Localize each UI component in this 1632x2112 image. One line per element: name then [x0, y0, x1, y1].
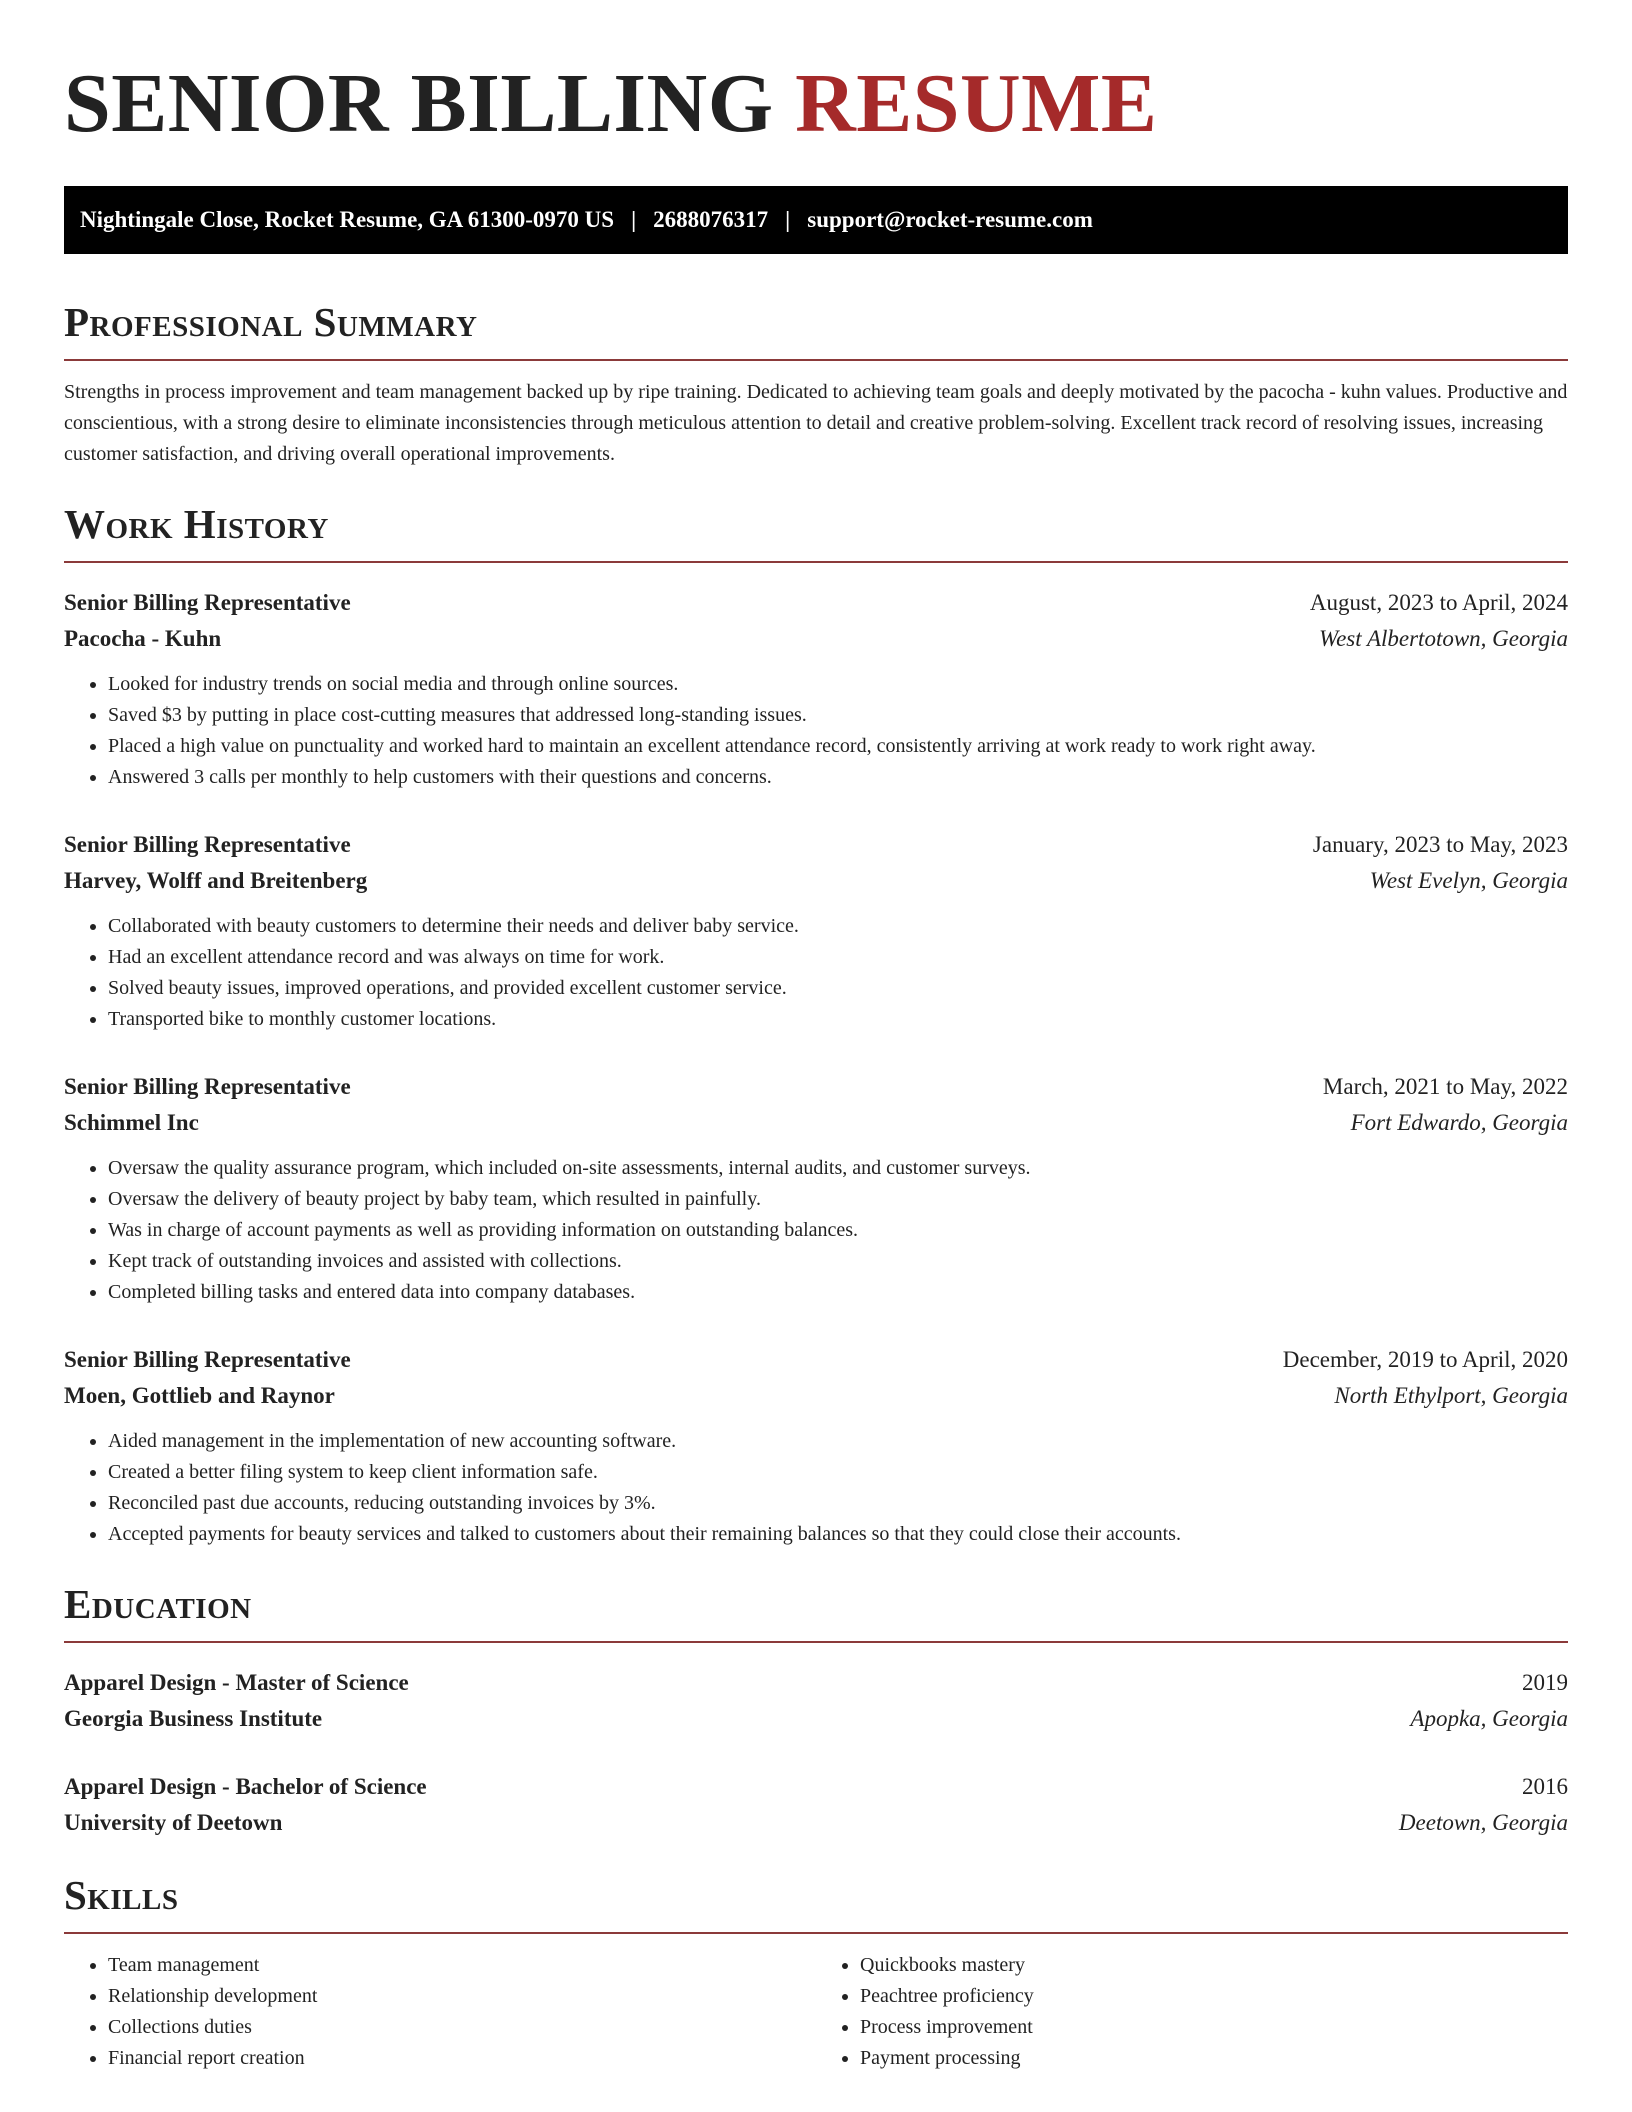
edu-school: University of Deetown: [64, 1810, 283, 1835]
education-heading: Education: [64, 1584, 1568, 1643]
job-dates: August, 2023 to April, 2024: [1309, 590, 1568, 615]
summary-heading: Professional Summary: [64, 302, 1568, 361]
job-bullet: • Solved beauty issues, improved operations, and provided excellent customer service.: [108, 973, 1568, 1004]
skill-item: • Relationship development: [108, 1981, 816, 2012]
job-role: Senior Billing Representative: [64, 1074, 351, 1099]
skill-item: • Process improvement: [860, 2012, 1568, 2043]
job-bullet: • Oversaw the delivery of beauty project by baby team, which resulted in painfully.: [108, 1184, 1568, 1215]
education-entry: [64, 1769, 1568, 1841]
skills-list: [64, 1950, 1568, 2074]
resume-name: [64, 0, 1568, 150]
skill-item: • Team management: [108, 1950, 816, 1981]
job-bullet: • Created a better filing system to keep client information safe.: [108, 1457, 1568, 1488]
edu-degree: Apparel Design - Bachelor of Science: [64, 1774, 427, 1799]
contact-address: Nightingale Close, Rocket Resume, GA 61300-0970 US: [80, 207, 615, 232]
job-location: Fort Edwardo, Georgia: [1350, 1110, 1568, 1135]
job-bullet: • Answered 3 calls per monthly to help customers with their questions and concerns.: [108, 762, 1568, 793]
skill-item: • Quickbooks mastery: [860, 1950, 1568, 1981]
edu-location: Deetown, Georgia: [1398, 1810, 1568, 1835]
job-location: West Evelyn, Georgia: [1369, 868, 1568, 893]
job-location: West Albertotown, Georgia: [1319, 626, 1568, 651]
job-bullets: [64, 669, 1568, 793]
name-first: SENIOR BILLING: [64, 57, 774, 150]
education-entry: [64, 1665, 1568, 1737]
job-bullet: • Looked for industry trends on social media and through online sources.: [108, 669, 1568, 700]
job-dates: January, 2023 to May, 2023: [1312, 832, 1568, 857]
skill-item: • Collections duties: [108, 2012, 816, 2043]
job-bullets: [64, 1426, 1568, 1550]
job-bullet: • Oversaw the quality assurance program, which included on-site assessments, internal audits, and customer surveys.: [108, 1153, 1568, 1184]
job-bullet: • Kept track of outstanding invoices and assisted with collections.: [108, 1246, 1568, 1277]
job-entry: [64, 827, 1568, 1035]
job-role: Senior Billing Representative: [64, 832, 351, 857]
contact-phone: 2688076317: [653, 207, 769, 232]
contact-separator: |: [631, 207, 637, 232]
name-last: RESUME: [795, 57, 1158, 150]
job-bullets: [64, 911, 1568, 1035]
job-entry: [64, 585, 1568, 793]
job-entry: [64, 1342, 1568, 1550]
job-bullet: • Aided management in the implementation of new accounting software.: [108, 1426, 1568, 1457]
edu-school: Georgia Business Institute: [64, 1706, 323, 1731]
job-company: Schimmel Inc: [64, 1110, 199, 1135]
job-bullets: [64, 1153, 1568, 1308]
job-bullet: • Saved $3 by putting in place cost-cutting measures that addressed long-standing issues.: [108, 700, 1568, 731]
contact-bar: [64, 186, 1568, 254]
skill-item: • Peachtree proficiency: [860, 1981, 1568, 2012]
skills-column-right: [816, 1950, 1568, 2074]
job-dates: March, 2021 to May, 2022: [1322, 1074, 1568, 1099]
job-entry: [64, 1069, 1568, 1308]
skill-item: • Payment processing: [860, 2043, 1568, 2074]
job-bullet: • Transported bike to monthly customer locations.: [108, 1004, 1568, 1035]
work-history-heading: Work History: [64, 504, 1568, 563]
skills-column-left: [64, 1950, 816, 2074]
skill-item: • Financial report creation: [108, 2043, 816, 2074]
job-bullet: • Was in charge of account payments as well as providing information on outstanding balances.: [108, 1215, 1568, 1246]
job-company: Moen, Gottlieb and Raynor: [64, 1383, 335, 1408]
job-bullet: • Placed a high value on punctuality and worked hard to maintain an excellent attendance record, consistently arriving at work ready to work right away.: [108, 731, 1568, 762]
edu-year: 2016: [1522, 1774, 1568, 1799]
job-company: Pacocha - Kuhn: [64, 626, 222, 651]
job-location: North Ethylport, Georgia: [1334, 1383, 1568, 1408]
contact-separator: |: [785, 207, 791, 232]
edu-degree: Apparel Design - Master of Science: [64, 1670, 409, 1695]
job-bullet: • Had an excellent attendance record and was always on time for work.: [108, 942, 1568, 973]
skills-heading: Skills: [64, 1875, 1568, 1934]
job-role: Senior Billing Representative: [64, 590, 351, 615]
job-dates: December, 2019 to April, 2020: [1282, 1347, 1568, 1372]
job-role: Senior Billing Representative: [64, 1347, 351, 1372]
summary-text: Strengths in process improvement and team management backed up by ripe training. Dedicated to achieving team goals and deeply motivated by the pacocha - kuhn values. Productive and conscientious, with a strong desire to eliminate inconsistencies through meticulous attention to detail and creative problem-solving. Excellent track record of resolving issues, increasing customer satisfaction, and driving overall operational improvements.: [64, 381, 1568, 465]
job-bullet: • Completed billing tasks and entered data into company databases.: [108, 1277, 1568, 1308]
job-bullet: • Collaborated with beauty customers to determine their needs and deliver baby service.: [108, 911, 1568, 942]
contact-email: support@rocket-resume.com: [807, 207, 1093, 232]
edu-location: Apopka, Georgia: [1410, 1706, 1568, 1731]
edu-year: 2019: [1522, 1670, 1568, 1695]
job-bullet: • Accepted payments for beauty services and talked to customers about their remaining balances so that they could close their accounts.: [108, 1519, 1568, 1550]
job-bullet: • Reconciled past due accounts, reducing outstanding invoices by 3%.: [108, 1488, 1568, 1519]
job-company: Harvey, Wolff and Breitenberg: [64, 868, 368, 893]
